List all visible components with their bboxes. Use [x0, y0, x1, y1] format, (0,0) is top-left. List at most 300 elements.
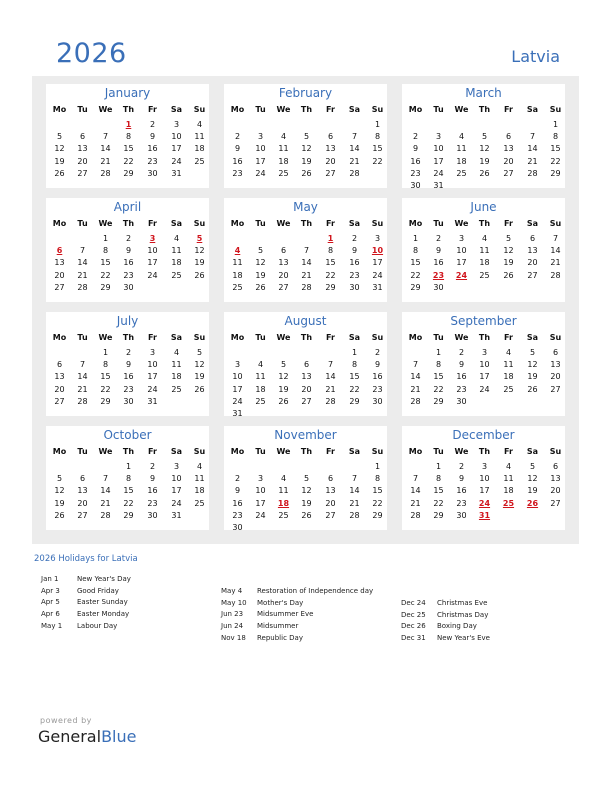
calendar-day: 27 [77, 510, 88, 520]
calendar-day: 4 [458, 132, 465, 142]
calendar-day: 26 [54, 168, 65, 178]
calendar-day: 24 [171, 498, 182, 508]
weekday-header: Th [478, 333, 491, 342]
calendar-day: 12 [54, 144, 65, 154]
calendar-day: 6 [505, 132, 512, 142]
calendar-day: 21 [349, 498, 360, 508]
month-september [402, 312, 565, 416]
calendar-day: 1 [374, 462, 381, 471]
holiday-item [41, 575, 131, 583]
calendar-day: 8 [435, 474, 442, 484]
weekday-header: Mo [408, 447, 423, 456]
month-july [46, 312, 209, 416]
month-name: April [113, 200, 142, 214]
calendar-day: 18 [255, 384, 266, 394]
calendar-day: 24 [479, 384, 490, 394]
calendar-day: 5 [505, 234, 512, 243]
weekday-header: Su [371, 105, 384, 114]
calendar-day: 25 [503, 384, 514, 394]
holiday-name: Midsummer Eve [257, 610, 314, 619]
calendar-day: 4 [481, 234, 488, 243]
weekday-header: Fr [504, 333, 513, 342]
weekday-header: Mo [230, 105, 245, 114]
calendar-day: 30 [123, 282, 134, 292]
calendar-day: 11 [278, 144, 289, 154]
weekday-header: Sa [348, 219, 361, 228]
calendar-day: 30 [147, 510, 158, 520]
calendar-day: 16 [123, 258, 134, 268]
calendar-day: 16 [433, 258, 444, 268]
calendar-day: 20 [550, 372, 561, 382]
holiday-item [221, 587, 373, 595]
calendar-day: 12 [301, 144, 312, 154]
calendar-day: 8 [125, 132, 132, 142]
calendar-day: 26 [194, 270, 205, 280]
calendar-day: 11 [255, 372, 266, 382]
calendar-day: 15 [100, 258, 111, 268]
calendar-day: 3 [481, 348, 488, 357]
calendar-day: 8 [125, 474, 132, 484]
month-name: August [284, 314, 327, 328]
weekday-header: Sa [526, 219, 539, 228]
calendar-day: 3 [173, 462, 180, 471]
calendar-panel [32, 76, 579, 544]
calendar-day: 17 [479, 372, 490, 382]
calendar-day: 9 [149, 132, 156, 142]
calendar-day: 16 [349, 258, 360, 268]
calendar-day: 7 [529, 132, 536, 142]
holiday-date-label: Apr 6 [41, 610, 60, 619]
calendar-day: 11 [171, 246, 182, 256]
calendar-day: 22 [100, 270, 111, 280]
holiday-date-label: Apr 5 [41, 598, 60, 607]
holiday-item [41, 622, 117, 630]
holiday-name: Boxing Day [437, 622, 477, 631]
calendar-day: 11 [278, 486, 289, 496]
calendar-day: 19 [301, 156, 312, 166]
weekday-header: Su [549, 219, 562, 228]
calendar-day: 13 [77, 144, 88, 154]
calendar-day: 6 [280, 246, 287, 256]
calendar-day: 22 [100, 384, 111, 394]
calendar-day: 13 [54, 258, 65, 268]
calendar-day: 18 [278, 156, 289, 166]
holiday-name: Restoration of Independence day [257, 587, 374, 595]
weekday-header: Tu [255, 333, 266, 342]
weekday-header: Mo [52, 447, 67, 456]
calendar-day: 27 [77, 168, 88, 178]
weekday-header: Su [549, 333, 562, 342]
month-december [402, 426, 565, 530]
weekday-header: Su [549, 447, 562, 456]
calendar-day: 2 [374, 348, 381, 357]
calendar-day: 10 [255, 144, 266, 154]
calendar-day: 4 [257, 360, 264, 370]
calendar-day: 3 [374, 234, 381, 243]
calendar-day: 5 [257, 246, 264, 256]
calendar-day: 2 [149, 120, 156, 129]
calendar-day: 2 [435, 234, 442, 243]
calendar-day: 16 [456, 486, 467, 496]
month-january [46, 84, 209, 188]
holiday-name: Midsummer [257, 622, 299, 631]
calendar-day: 14 [77, 258, 88, 268]
calendar-day: 24 [147, 270, 158, 280]
calendar-day: 22 [410, 270, 421, 280]
calendar-day: 19 [255, 270, 266, 280]
holiday-date: 24 [455, 270, 468, 280]
calendar-day: 21 [301, 270, 312, 280]
calendar-day: 10 [147, 360, 158, 370]
calendar-day: 27 [325, 510, 336, 520]
calendar-day: 19 [527, 486, 538, 496]
holiday-date: 5 [196, 234, 203, 243]
weekday-header: We [98, 333, 113, 342]
calendar-day: 28 [77, 282, 88, 292]
calendar-day: 30 [349, 282, 360, 292]
weekday-header: We [454, 105, 469, 114]
calendar-day: 29 [325, 282, 336, 292]
weekday-header: Sa [526, 333, 539, 342]
calendar-day: 28 [325, 396, 336, 406]
calendar-day: 23 [232, 510, 243, 520]
calendar-day: 5 [303, 132, 310, 142]
weekday-header: We [276, 219, 291, 228]
calendar-day: 31 [171, 168, 182, 178]
holiday-item [401, 611, 488, 619]
calendar-day: 7 [79, 360, 86, 370]
month-october [46, 426, 209, 530]
calendar-day: 2 [412, 132, 419, 142]
calendar-day: 16 [456, 372, 467, 382]
calendar-day: 13 [550, 360, 561, 370]
calendar-day: 7 [327, 360, 334, 370]
calendar-day: 23 [372, 384, 383, 394]
calendar-day: 17 [171, 144, 182, 154]
calendar-day: 20 [54, 270, 65, 280]
calendar-day: 27 [278, 282, 289, 292]
calendar-day: 6 [327, 132, 334, 142]
calendar-day: 14 [100, 144, 111, 154]
weekday-header: Sa [526, 105, 539, 114]
calendar-day: 18 [479, 258, 490, 268]
calendar-day: 4 [505, 462, 512, 471]
holiday-name: Easter Monday [77, 610, 130, 619]
weekday-header: We [276, 333, 291, 342]
calendar-day: 31 [372, 282, 383, 292]
holiday-date: 10 [371, 246, 384, 256]
calendar-day: 8 [374, 474, 381, 484]
calendar-day: 6 [303, 360, 310, 370]
weekday-header: Tu [255, 219, 266, 228]
calendar-day: 12 [479, 144, 490, 154]
calendar-day: 30 [372, 396, 383, 406]
calendar-day: 14 [77, 372, 88, 382]
calendar-day: 25 [171, 384, 182, 394]
calendar-day: 22 [123, 498, 134, 508]
calendar-day: 1 [351, 348, 358, 357]
calendar-day: 21 [349, 156, 360, 166]
calendar-day: 3 [257, 474, 264, 484]
calendar-day: 11 [479, 246, 490, 256]
weekday-header: Tu [433, 333, 444, 342]
calendar-day: 2 [149, 462, 156, 471]
calendar-day: 30 [456, 396, 467, 406]
calendar-day: 11 [503, 474, 514, 484]
weekday-header: Th [300, 219, 313, 228]
calendar-day: 23 [147, 498, 158, 508]
weekday-header: Th [478, 105, 491, 114]
calendar-day: 23 [123, 270, 134, 280]
calendar-day: 22 [433, 384, 444, 394]
calendar-day: 25 [255, 396, 266, 406]
calendar-day: 14 [410, 486, 421, 496]
weekday-header: Su [193, 333, 206, 342]
calendar-day: 16 [147, 144, 158, 154]
calendar-day: 19 [479, 156, 490, 166]
calendar-day: 13 [325, 144, 336, 154]
weekday-header: Tu [433, 219, 444, 228]
holiday-item [221, 599, 303, 607]
calendar-day: 23 [232, 168, 243, 178]
month-name: February [278, 86, 333, 100]
calendar-day: 21 [325, 384, 336, 394]
calendar-day: 11 [194, 474, 205, 484]
calendar-day: 25 [194, 498, 205, 508]
calendar-day: 11 [456, 144, 467, 154]
calendar-day: 3 [481, 462, 488, 471]
calendar-day: 14 [349, 144, 360, 154]
calendar-day: 16 [232, 156, 243, 166]
calendar-day: 15 [372, 486, 383, 496]
calendar-day: 13 [54, 372, 65, 382]
calendar-day: 15 [123, 144, 134, 154]
calendar-day: 10 [232, 372, 243, 382]
calendar-day: 19 [301, 498, 312, 508]
calendar-day: 12 [301, 486, 312, 496]
calendar-day: 7 [412, 360, 419, 370]
calendar-day: 29 [123, 510, 134, 520]
calendar-day: 17 [433, 156, 444, 166]
calendar-day: 13 [301, 372, 312, 382]
calendar-day: 15 [433, 486, 444, 496]
calendar-day: 16 [372, 372, 383, 382]
calendar-day: 1 [435, 348, 442, 357]
calendar-day: 12 [278, 372, 289, 382]
calendar-day: 27 [54, 282, 65, 292]
weekday-header: Fr [148, 219, 157, 228]
weekday-header: Sa [348, 333, 361, 342]
calendar-day: 25 [479, 270, 490, 280]
calendar-day: 14 [410, 372, 421, 382]
calendar-day: 24 [171, 156, 182, 166]
month-name: September [450, 314, 517, 328]
holiday-name: Christmas Eve [437, 599, 488, 607]
calendar-day: 26 [278, 396, 289, 406]
holiday-date: 3 [149, 234, 156, 243]
weekday-header: Tu [255, 105, 266, 114]
weekday-header: Th [122, 333, 135, 342]
holidays-title: 2026 Holidays for Latvia [34, 554, 138, 564]
calendar-day: 18 [232, 270, 243, 280]
calendar-day: 23 [147, 156, 158, 166]
calendar-day: 20 [550, 486, 561, 496]
calendar-day: 15 [100, 372, 111, 382]
calendar-day: 7 [552, 234, 559, 243]
calendar-day: 3 [458, 234, 465, 243]
calendar-day: 17 [255, 498, 266, 508]
calendar-day: 27 [325, 168, 336, 178]
calendar-day: 4 [173, 234, 180, 243]
calendar-day: 26 [301, 510, 312, 520]
month-name: July [116, 314, 139, 328]
calendar-day: 10 [479, 360, 490, 370]
holiday-name: Mother's Day [257, 598, 304, 607]
calendar-day: 3 [435, 132, 442, 142]
holiday-date-label: Apr 3 [41, 586, 60, 595]
month-name: June [470, 200, 497, 214]
calendar-day: 14 [550, 246, 561, 256]
calendar-day: 8 [435, 360, 442, 370]
holiday-item [221, 634, 303, 642]
calendar-day: 8 [351, 360, 358, 370]
calendar-day: 26 [479, 168, 490, 178]
calendar-day: 14 [325, 372, 336, 382]
calendar-day: 6 [552, 462, 559, 471]
weekday-header: Mo [230, 219, 245, 228]
weekday-header: Fr [326, 105, 335, 114]
calendar-day: 2 [125, 348, 132, 357]
weekday-header: Tu [77, 219, 88, 228]
calendar-day: 13 [325, 486, 336, 496]
holiday-date: 26 [526, 498, 539, 508]
calendar-day: 20 [278, 270, 289, 280]
calendar-day: 27 [550, 384, 561, 394]
calendar-day: 4 [173, 348, 180, 357]
calendar-day: 27 [301, 396, 312, 406]
weekday-header: Th [478, 447, 491, 456]
calendar-day: 4 [505, 348, 512, 357]
holiday-date-label: Jun 23 [221, 610, 244, 619]
weekday-header: Th [122, 219, 135, 228]
calendar-day: 9 [125, 360, 132, 370]
weekday-header: Th [300, 105, 313, 114]
calendar-day: 21 [410, 498, 421, 508]
calendar-day: 5 [303, 474, 310, 484]
calendar-day: 19 [54, 498, 65, 508]
calendar-day: 30 [456, 510, 467, 520]
weekday-header: Tu [255, 447, 266, 456]
generalblue-logo[interactable] [38, 727, 136, 746]
calendar-day: 20 [503, 156, 514, 166]
calendar-day: 1 [102, 348, 109, 357]
weekday-header: We [98, 219, 113, 228]
year-title: 2026 [56, 38, 127, 69]
calendar-day: 30 [232, 523, 243, 532]
calendar-day: 19 [194, 372, 205, 382]
calendar-day: 22 [433, 498, 444, 508]
weekday-header: Fr [504, 105, 513, 114]
calendar-day: 5 [196, 348, 203, 357]
calendar-day: 7 [79, 246, 86, 256]
calendar-day: 27 [503, 168, 514, 178]
calendar-day: 18 [194, 486, 205, 496]
calendar-day: 11 [232, 258, 243, 268]
calendar-day: 8 [327, 246, 334, 256]
calendar-day: 4 [280, 474, 287, 484]
calendar-day: 2 [351, 234, 358, 243]
calendar-day: 9 [125, 246, 132, 256]
calendar-day: 9 [435, 246, 442, 256]
holiday-item [41, 610, 129, 618]
calendar-day: 2 [125, 234, 132, 243]
holiday-date: 1 [125, 120, 132, 129]
calendar-day: 12 [527, 474, 538, 484]
weekday-header: Th [122, 447, 135, 456]
calendar-day: 17 [479, 486, 490, 496]
calendar-day: 19 [194, 258, 205, 268]
calendar-day: 7 [102, 474, 109, 484]
calendar-day: 25 [278, 168, 289, 178]
calendar-day: 5 [529, 462, 536, 471]
calendar-day: 7 [102, 132, 109, 142]
calendar-day: 19 [278, 384, 289, 394]
calendar-day: 18 [456, 156, 467, 166]
calendar-day: 29 [372, 510, 383, 520]
calendar-day: 21 [550, 258, 561, 268]
month-november [224, 426, 387, 530]
calendar-day: 17 [147, 258, 158, 268]
calendar-day: 23 [456, 498, 467, 508]
calendar-day: 17 [171, 486, 182, 496]
calendar-day: 21 [100, 498, 111, 508]
calendar-day: 22 [372, 498, 383, 508]
calendar-day: 19 [503, 258, 514, 268]
calendar-day: 26 [301, 168, 312, 178]
holiday-name: Easter Sunday [77, 598, 128, 607]
calendar-day: 21 [100, 156, 111, 166]
country-title: Latvia [511, 47, 560, 66]
weekday-header: Sa [170, 333, 183, 342]
calendar-day: 28 [550, 270, 561, 280]
weekday-header: Mo [408, 105, 423, 114]
calendar-day: 18 [503, 486, 514, 496]
month-name: November [274, 428, 337, 442]
calendar-day: 10 [171, 132, 182, 142]
holiday-date: 24 [478, 498, 491, 508]
calendar-day: 20 [325, 156, 336, 166]
calendar-day: 1 [125, 462, 132, 471]
holiday-date-label: May 10 [221, 598, 247, 607]
holiday-date: 6 [56, 246, 63, 256]
calendar-day: 22 [349, 384, 360, 394]
calendar-day: 7 [412, 474, 419, 484]
calendar-day: 17 [232, 384, 243, 394]
brand-general: General [38, 727, 102, 746]
calendar-day: 13 [527, 246, 538, 256]
calendar-day: 29 [550, 168, 561, 178]
weekday-header: Mo [230, 333, 245, 342]
holiday-name: New Year's Eve [437, 634, 490, 643]
calendar-day: 27 [550, 498, 561, 508]
holiday-name: Good Friday [77, 586, 119, 595]
calendar-day: 21 [77, 384, 88, 394]
holiday-name: Christmas Day [437, 610, 489, 619]
calendar-day: 15 [372, 144, 383, 154]
calendar-day: 10 [255, 486, 266, 496]
calendar-day: 30 [123, 396, 134, 406]
weekday-header: Su [371, 219, 384, 228]
